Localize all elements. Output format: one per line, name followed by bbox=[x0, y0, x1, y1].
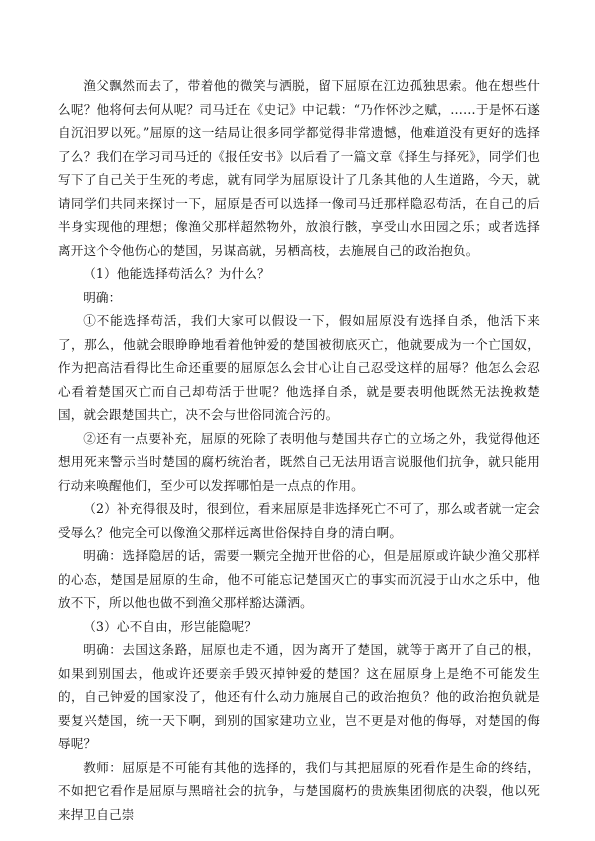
teacher-summary: 教师：屈原是不可能有其他的选择的，我们与其把屈原的死看作是生命的终结，不如把它看作是屈原与黑暗社会的抗争，与楚国腐朽的贵族集团彻底的决裂，他以死来捍卫自己崇 bbox=[58, 759, 540, 822]
answer-3: 明确：去国这条路，屈原也走不通，因为离开了楚国，就等于离开了自己的根，如果到别国去，他或许还要亲手毁灭掉钟爱的楚国？这在屈原身上是绝不可能发生的，自己钟爱的国家没了，他还有什么动力施展自己的政治抱负？他的政治抱负就是要复兴楚国，统一天下啊，到别的国家建功立业，岂不更是对他的侮辱，对楚国的侮辱呢？ bbox=[58, 642, 540, 751]
answer-2: 明确：选择隐居的话，需要一颗完全抛开世俗的心，但是屈原或许缺少渔父那样的心态，楚国是屈原的生命，他不可能忘记楚国灭亡的事实而沉浸于山水之乐中，他放不下，所以他也做不到渔父那样豁达潇洒。 bbox=[58, 548, 540, 610]
answer-label-1: 明确： bbox=[83, 289, 122, 305]
answer-point-2: ②还有一点要补充，屈原的死除了表明他与楚国共存亡的立场之外，我觉得他还想用死来警示当时楚国的腐朽统治者，既然自己无法用语言说服他们抗争，就只能用行动来唤醒他们，至少可以发挥哪怕是一点点的作用。 bbox=[58, 430, 540, 493]
answer-point-1: ①不能选择苟活，我们大家可以假设一下，假如屈原没有选择自杀，他活下来了，那么，他就会眼睁睁地看着他钟爱的楚国被彻底灭亡，他就要成为一个亡国奴，作为把高洁看得比生命还重要的屈原怎么会甘心让自己忍受这样的屈辱？他怎么会忍心看着楚国灭亡而自己却苟活于世呢？他选择自杀，就是要表明他既然无法挽救楚国，就会跟楚国共亡，决不会与世俗同流合污的。 bbox=[58, 313, 540, 422]
paragraph-intro: 渔父飘然而去了，带着他的微笑与洒脱，留下屈原在江边孤独思索。他在想些什么呢？他将何去何从呢？司马迁在《史记》中记载：“乃作怀沙之赋，……于是怀石遂自沉汨罗以死。”屈原的这一结局让很多同学都觉得非常遗憾，他难道没有更好的选择了么？我们在学习司马迁的《报任安书》以后看了一篇文章《择生与择死》，同学们也写下了自己关于生死的考虑，就有同学为屈原设计了几条其他的人生道路，今天，就请同学们共同来探讨一下，屈原是否可以选择一像司马迁那样隐忍苟活，在自己的后半身实现他的理想；像渔父那样超然物外，放浪行骸，享受山水田园之乐；或者选择离开这个令他伤心的楚国，另谋高就，另栖高枝，去施展自己的政治抱负。 bbox=[58, 78, 540, 258]
question-1: （1）他能选择苟活么？为什么？ bbox=[83, 266, 270, 281]
question-3: （3）心不自由，形岂能隐呢？ bbox=[83, 618, 258, 634]
question-2: （2）补充得很及时，很到位，看来屈原是非选择死亡不可了，那么或者就一定会受辱么？他完全可以像渔父那样远离世俗保持自身的清白啊。 bbox=[58, 501, 540, 540]
document-body bbox=[58, 74, 540, 826]
